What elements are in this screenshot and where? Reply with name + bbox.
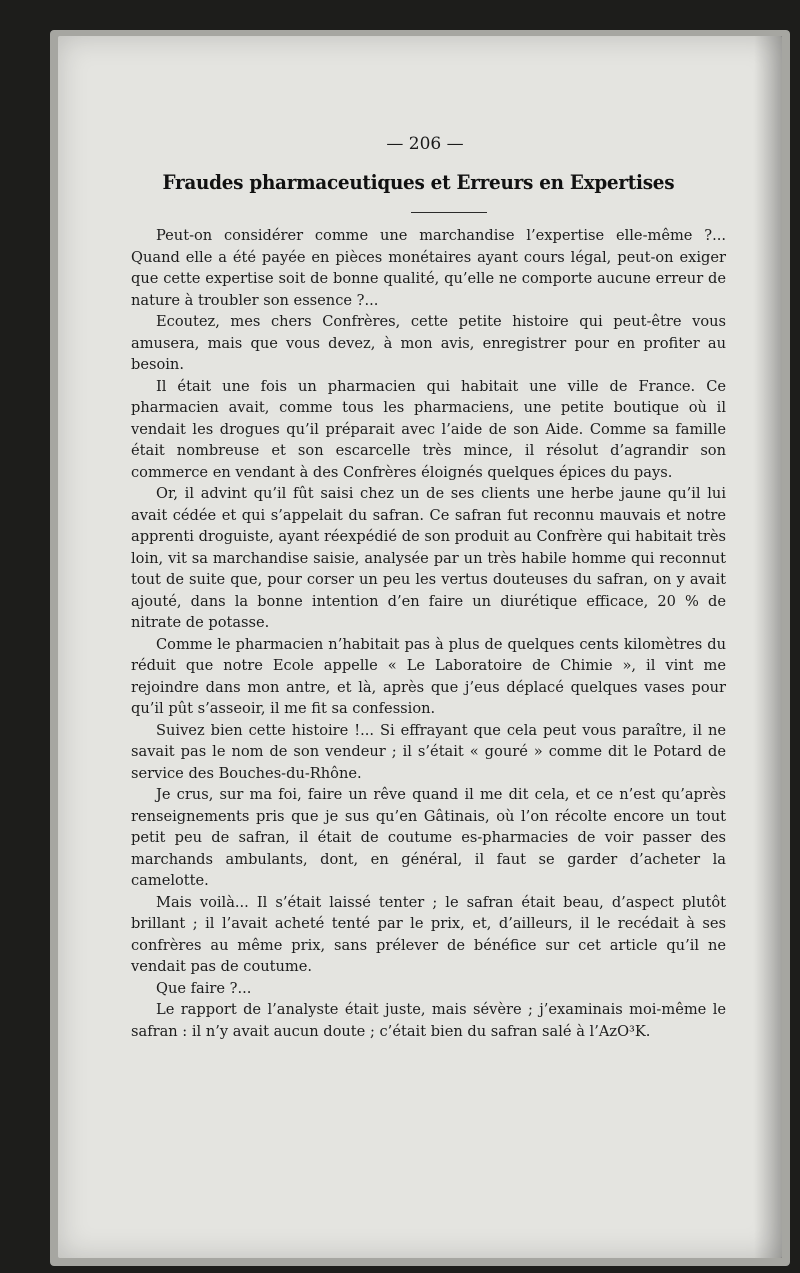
- paragraph: Il était une fois un pharmacien qui habitait une ville de France. Ce pharmacien avait, comme tous les pharmaciens, une petite boutique où il vendait les drogues qu’il préparait avec l’aide de son Aide. Comme sa famille était nombreuse et son escarcelle très mince, il résolut d’agrandir son commerce en vendant à des Confrères éloignés quelques épices du pays.: [131, 377, 726, 481]
- title-divider: [411, 212, 487, 213]
- page-title: Fraudes pharmaceutiques et Erreurs en Expertises: [162, 170, 675, 194]
- paragraph: Comme le pharmacien n’habitait pas à plus de quelques cents kilomètres du réduit que notre Ecole appelle « Le Laboratoire de Chimie », il vint me rejoindre dans mon antre, et là, après que j’eus déplacé quelques vases pour qu’il pût s’asseoir, il me fit sa confession.: [131, 635, 726, 717]
- paragraph: Le rapport de l’analyste était juste, mais sévère ; j’examinais moi-même le safran : il n’y avait aucun doute ; c’était bien du safran salé à l’AzO³K.: [131, 1001, 726, 1040]
- body-text: [131, 225, 726, 1042]
- paragraph: Ecoutez, mes chers Confrères, cette petite histoire qui peut-être vous amusera, mais que vous devez, à mon avis, enregistrer pour en profiter au besoin.: [131, 313, 726, 373]
- paragraph: Peut-on considérer comme une marchandise l’expertise elle-même ?... Quand elle a été payée en pièces monétaires ayant cours légal, peut-on exiger que cette expertise soit de bonne qualité, qu’elle ne comporte aucune erreur de nature à troubler son essence ?...: [131, 227, 726, 309]
- paragraph: Je crus, sur ma foi, faire un rêve quand il me dit cela, et ce n’est qu’après renseignements pris que je sus qu’en Gâtinais, où l’on récolte encore un tout petit peu de safran, il était de coutume es-pharmacies de voir passer des marchands ambulants, dont, en général, il faut se garder d’acheter la camelotte.: [131, 786, 726, 889]
- paragraph: Que faire ?...: [156, 979, 252, 997]
- page-number: — 206 —: [386, 134, 464, 154]
- page-gutter-shadow: [754, 36, 782, 1258]
- paragraph: Mais voilà... Il s’était laissé tenter ; le safran était beau, d’aspect plutôt brillant ; il l’avait acheté tenté par le prix, et, d’ailleurs, il le recédait à ses confrères au même prix, sans prélever de bénéfice sur cet article qu’il ne vendait pas de coutume.: [131, 893, 726, 975]
- paragraph: Or, il advint qu’il fût saisi chez un de ses clients une herbe jaune qu’il lui avait cédée et qui s’appelait du safran. Ce safran fut reconnu mauvais et notre apprenti droguiste, ayant réexpédié de son produit au Confrère qui habitait très loin, vit sa marchandise saisie, analysée par un très habile homme qui reconnut tout de suite que, pour corser un peu les vertus douteuses du safran, on y avait ajouté, dans la bonne intention d’en faire un diurétique efficace, 20 % de nitrate de potasse.: [131, 485, 726, 631]
- paragraph: Suivez bien cette histoire !... Si effrayant que cela peut vous paraître, il ne savait pas le nom de son vendeur ; il s’était « gouré » comme dit le Potard de service des Bouches-du-Rhône.: [131, 721, 726, 782]
